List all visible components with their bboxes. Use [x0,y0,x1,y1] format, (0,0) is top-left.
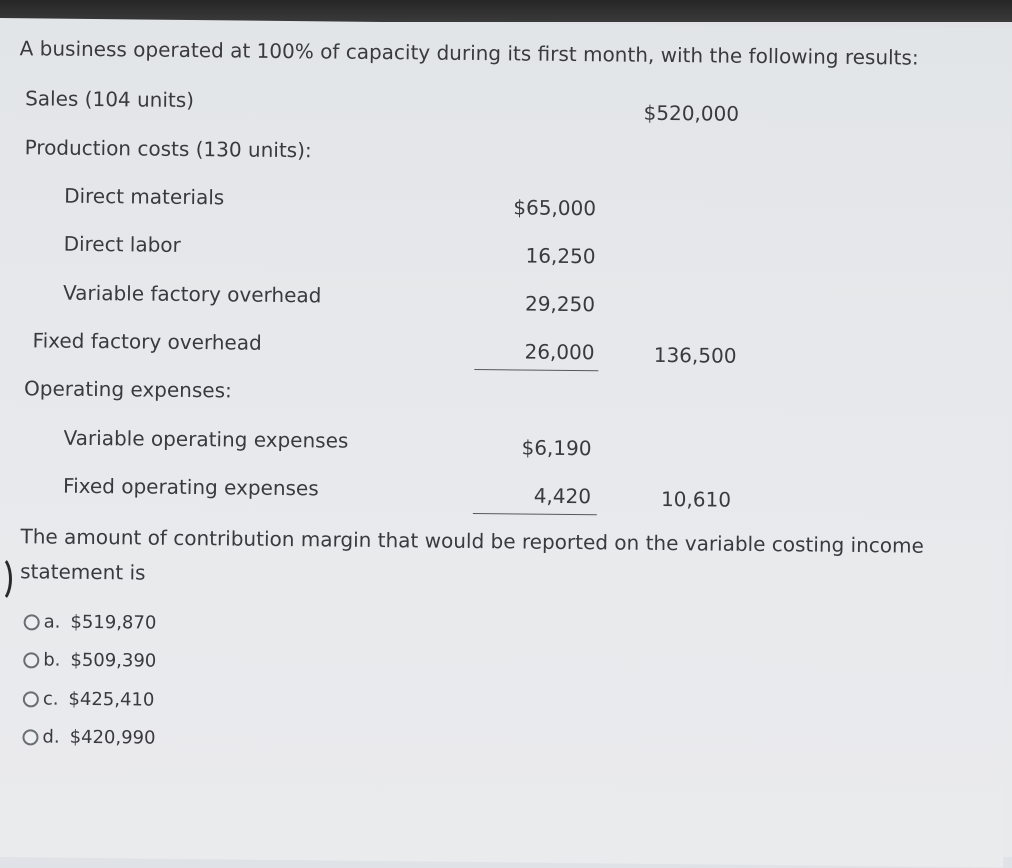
answer-option-c[interactable] [23,688,155,711]
option-value: $425,410 [68,688,155,711]
option-letter: b. [43,649,61,671]
variable-factory-overhead-amount: 29,250 [524,291,596,317]
radio-a[interactable] [24,614,40,630]
answer-option-a[interactable] [24,611,157,634]
question-panel [0,18,1012,868]
production-subtotal-rule [474,369,598,371]
variable-operating-expenses-amount: $6,190 [521,435,592,461]
variable-factory-overhead-label: Variable factory overhead [63,280,322,308]
option-letter: d. [42,726,60,748]
sales-amount: $520,000 [643,100,740,126]
fixed-factory-overhead-label: Fixed factory overhead [32,328,262,355]
fixed-operating-expenses-amount: 4,420 [533,483,592,509]
direct-materials-label: Direct materials [64,183,225,210]
answer-option-b[interactable] [23,649,156,672]
variable-operating-expenses-label: Variable operating expenses [63,425,349,453]
operating-expenses-total: 10,610 [660,486,732,512]
option-value: $509,390 [70,649,157,672]
production-costs-total: 136,500 [653,342,737,368]
option-letter: a. [43,611,61,633]
option-letter: c. [42,688,59,710]
option-value: $519,870 [70,611,157,634]
option-value: $420,990 [69,726,156,749]
radio-b[interactable] [23,652,39,668]
sales-label: Sales (104 units) [25,86,195,113]
radio-d[interactable] [22,729,38,745]
direct-materials-amount: $65,000 [513,195,597,221]
question-prompt-line-1: The amount of contribution margin that would be reported on the variable costing income [20,524,925,558]
operating-expenses-header: Operating expenses: [23,376,232,403]
question-prompt-line-2: statement is [20,559,146,585]
direct-labor-label: Direct labor [63,231,181,257]
fixed-operating-expenses-label: Fixed operating expenses [62,473,319,501]
direct-labor-amount: 16,250 [525,243,596,269]
answer-option-d[interactable] [22,726,155,749]
production-costs-header: Production costs (130 units): [24,135,312,163]
operating-subtotal-rule [473,513,597,515]
radio-c[interactable] [23,691,39,707]
question-intro: A business operated at 100% of capacity during its first month, with the following results: [19,36,919,70]
fixed-factory-overhead-amount: 26,000 [524,339,595,365]
